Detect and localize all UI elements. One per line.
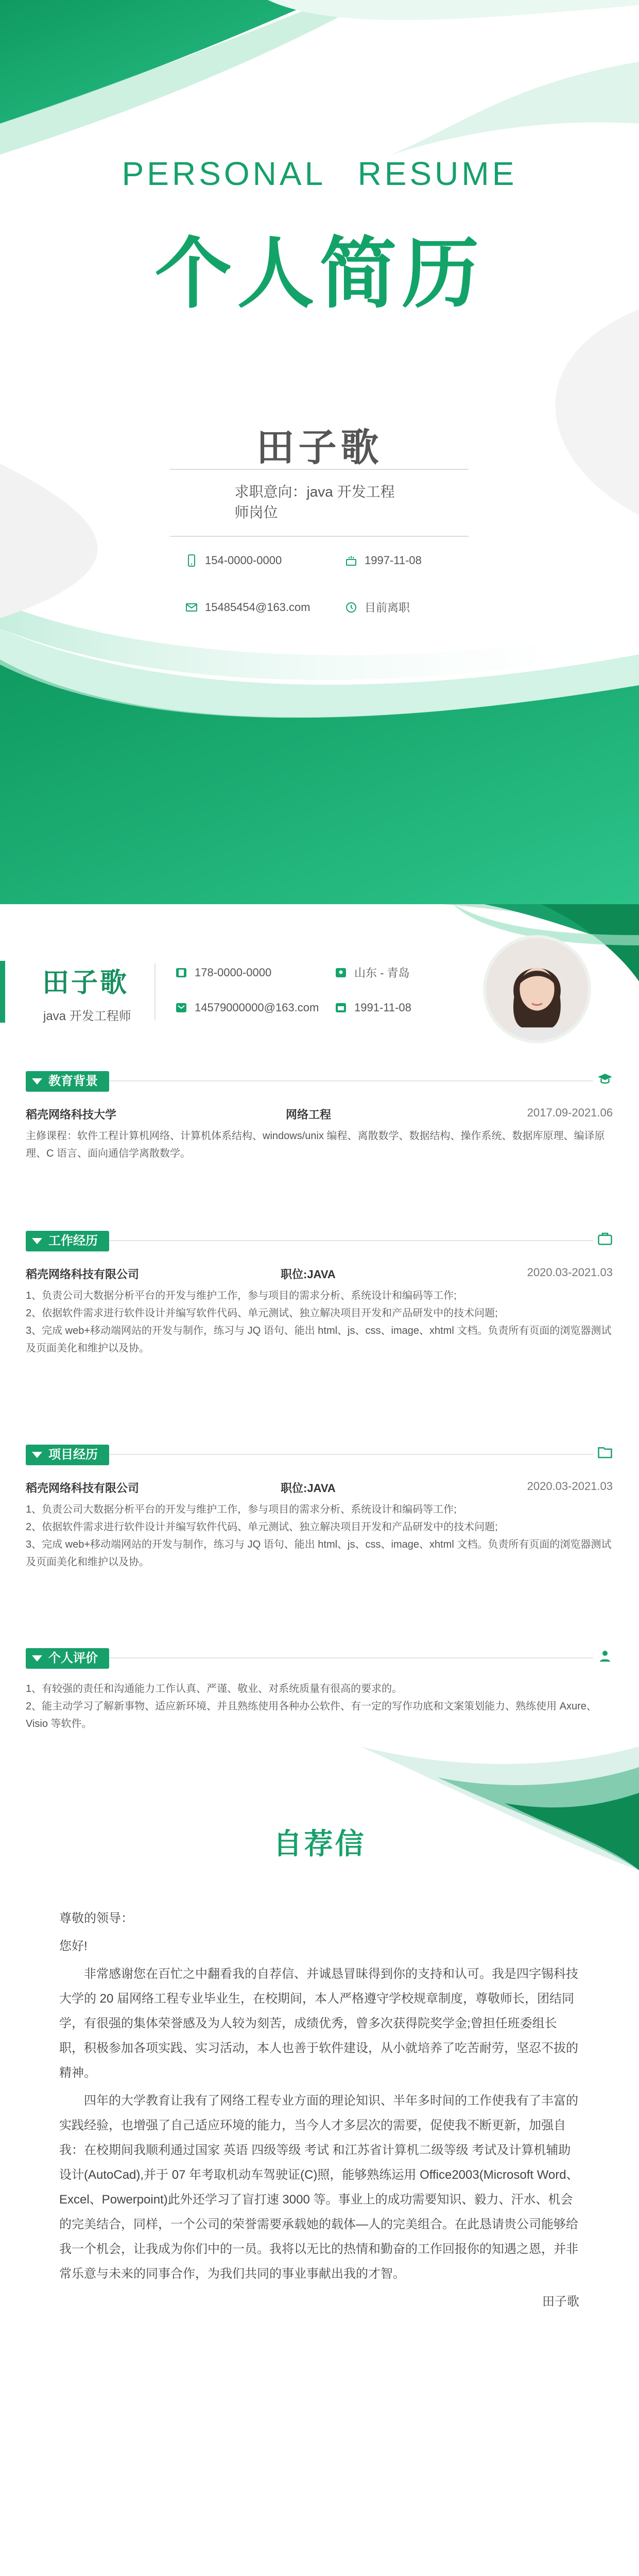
resume-phone bbox=[175, 964, 335, 980]
cover-title-cn: 个人简历 bbox=[154, 230, 485, 317]
self-item: 1、有较强的责任和沟通能力工作认真、严谨、敬业、对系统质量有很高的要求的。 bbox=[26, 1683, 403, 1694]
cover-intent bbox=[0, 482, 639, 523]
section-self-header bbox=[26, 1646, 613, 1671]
section-project-heading-text: 项目经历 bbox=[48, 1448, 98, 1462]
phone-icon bbox=[185, 554, 198, 567]
avatar bbox=[483, 935, 591, 1043]
work-company: 稻壳网络科技有限公司 bbox=[26, 1268, 140, 1281]
section-work-heading-text: 工作经历 bbox=[48, 1234, 98, 1248]
resume-location-text: 山东 - 青岛 bbox=[354, 967, 410, 979]
triangle-icon bbox=[32, 1452, 42, 1458]
graduation-cap-icon bbox=[593, 1071, 613, 1091]
resume-header-divider bbox=[154, 963, 156, 1020]
section-project-heading bbox=[26, 1445, 109, 1465]
work-item: 2、依据软件需求进行软件设计并编写软件代码、单元测试、独立解决项目开发和产品研发中的技术问题; bbox=[26, 1308, 498, 1319]
calendar-icon bbox=[335, 1002, 347, 1014]
status-icon bbox=[345, 601, 357, 614]
triangle-icon bbox=[32, 1655, 42, 1662]
section-education-heading bbox=[26, 1071, 109, 1092]
triangle-icon bbox=[32, 1238, 42, 1244]
education-row bbox=[26, 1106, 613, 1122]
cover-email bbox=[185, 599, 345, 615]
section-self-heading bbox=[26, 1648, 109, 1669]
cover-birth-text: 1997-11-08 bbox=[365, 554, 422, 567]
education-school: 稻壳网络科技大学 bbox=[26, 1108, 117, 1121]
education-desc: 主修课程：软件工程计算机网络、计算机体系结构、windows/unix 编程、离散数学、数据结构、操作系统、数据库原理、编译原理、C 语言、面向通信学离散数学。 bbox=[26, 1130, 605, 1159]
section-divider bbox=[26, 1080, 613, 1081]
phone-icon bbox=[175, 967, 187, 979]
cover-divider bbox=[170, 536, 469, 537]
cover-phone-text: 154-0000-0000 bbox=[205, 554, 282, 567]
letter-greeting: 尊敬的领导： bbox=[59, 1911, 133, 1925]
section-work-heading bbox=[26, 1231, 109, 1251]
education-major: 网络工程 bbox=[286, 1108, 332, 1121]
resume-birth-text: 1991-11-08 bbox=[354, 1001, 411, 1014]
section-education-header bbox=[26, 1069, 613, 1094]
section-divider bbox=[26, 1657, 613, 1658]
work-item: 1、负责公司大数据分析平台的开发与维护工作，参与项目的需求分析、系统设计和编码等工作; bbox=[26, 1290, 457, 1301]
work-row bbox=[26, 1266, 613, 1282]
project-position: 职位:JAVA bbox=[281, 1482, 336, 1495]
education-date: 2017.09-2021.06 bbox=[527, 1106, 613, 1119]
email-icon bbox=[175, 1002, 187, 1014]
work-position: 职位:JAVA bbox=[281, 1268, 336, 1281]
resume-name: 田子歌 bbox=[42, 968, 129, 998]
cover-intent-text: 求职意向：java 开发工程师岗位 bbox=[234, 484, 395, 520]
birthday-icon bbox=[345, 554, 357, 567]
letter-paragraph: 非常感谢您在百忙之中翻看我的自荐信、并诚恳冒昧得到你的支持和认可。我是四字锡科技大学的 20 届网络工程专业毕业生，在校期间，本人严格遵守学校规章制度，尊敬师长，团结同学，有很强的集体荣誉感及为人较为刻苦，成绩优秀，曾多次获得院奖学金;曾担任班委组长职，积极参加各项实践、实习活动，本人也善于软件建设，从小就培养了吃苦耐劳，坚忍不拔的精神。 bbox=[59, 1967, 578, 2080]
letter-paragraph: 四年的大学教育让我有了网络工程专业方面的理论知识、半年多时间的工作使我有了丰富的实践经验，也增强了自己适应环境的能力，当今人才多层次的需要，促使我不断更新，加强自我：在校期间我顺利通过国家 英语 四级等级 考试 和江苏省计算机二级等级 考试及计算机辅助设计(AutoCad),并于 07 年考取机动车驾驶证(C)照，能够熟练运用 Office2003(Microsoft Word、Excel、Powerpoint)此外还学习了盲打速 3000 等。事业上的成功需要知识、毅力、汗水、机会的完美结合，同样，一个公司的荣誉需要承载她的载体—人的完美组合。在此恳请贵公司能够给我一个机会，让我成为你们中的一员。我将以无比的热情和勤奋的工作回报你的知遇之恩，并非常乐意与未来的同事合作，为我们共同的事业事献出我的才智。 bbox=[59, 2094, 579, 2281]
self-item: 2、能主动学习了解新事物、适应新环境、并且熟练使用各种办公软件、有一定的写作功底和文案策划能力、熟练使用 Axure、Visio 等软件。 bbox=[26, 1701, 597, 1730]
project-item: 2、依据软件需求进行软件设计并编写软件代码、单元测试、独立解决项目开发和产品研发中的技术问题; bbox=[26, 1521, 498, 1533]
user-icon bbox=[593, 1648, 613, 1668]
project-row bbox=[26, 1480, 613, 1496]
section-divider bbox=[26, 1240, 613, 1241]
cover-birth bbox=[345, 554, 474, 567]
work-item: 3、完成 web+移动端网站的开发与制作，练习与 JQ 语句、能出 html、js、css、image、xhtml 文档。负责所有页面的浏览器测试及页面美化和维护以及协。 bbox=[26, 1325, 612, 1354]
project-items bbox=[26, 1501, 613, 1571]
resume-phone-text: 178-0000-0000 bbox=[195, 965, 272, 979]
project-company: 稻壳网络科技有限公司 bbox=[26, 1482, 140, 1495]
section-project bbox=[26, 1443, 613, 1571]
section-project-header bbox=[26, 1443, 613, 1467]
briefcase-icon bbox=[593, 1231, 613, 1250]
resume-title: java 开发工程师 bbox=[43, 1009, 131, 1023]
resume-contact-grid bbox=[175, 964, 448, 1014]
section-work bbox=[26, 1229, 613, 1357]
work-items bbox=[26, 1287, 613, 1357]
cover-phone bbox=[185, 554, 345, 567]
cover-contact-grid bbox=[185, 554, 474, 615]
project-date: 2020.03-2021.03 bbox=[527, 1480, 613, 1493]
triangle-icon bbox=[32, 1078, 42, 1084]
section-self-heading-text: 个人评价 bbox=[48, 1651, 98, 1665]
cover-page bbox=[0, 0, 639, 904]
letter-hello: 您好! bbox=[59, 1939, 88, 1953]
work-date: 2020.03-2021.03 bbox=[527, 1266, 613, 1279]
cover-name: 田子歌 bbox=[256, 426, 383, 469]
section-work-header bbox=[26, 1229, 613, 1253]
cover-divider bbox=[170, 469, 469, 470]
resume-birth bbox=[335, 1001, 448, 1014]
section-divider bbox=[26, 1454, 613, 1455]
folder-icon bbox=[593, 1445, 613, 1464]
project-item: 1、负责公司大数据分析平台的开发与维护工作，参与项目的需求分析、系统设计和编码等工作; bbox=[26, 1504, 457, 1515]
letter-body bbox=[59, 1906, 579, 2317]
resume-email bbox=[175, 1001, 335, 1014]
letter-title: 自荐信 bbox=[273, 1827, 366, 1860]
avatar-portrait-icon bbox=[486, 938, 588, 1040]
project-item: 3、完成 web+移动端网站的开发与制作，练习与 JQ 语句、能出 html、js、css、image、xhtml 文档。负责所有页面的浏览器测试及页面美化和维护以及协。 bbox=[26, 1539, 612, 1568]
section-education bbox=[26, 1069, 613, 1162]
resume-email-text: 14579000000@163.com bbox=[195, 1001, 319, 1014]
section-education-heading-text: 教育背景 bbox=[48, 1074, 98, 1088]
cover-title-en: PERSONAL RESUME bbox=[122, 155, 517, 192]
cover-status bbox=[345, 599, 474, 615]
letter-signature: 田子歌 bbox=[542, 2295, 579, 2309]
cover-email-text: 15485454@163.com bbox=[205, 600, 310, 614]
location-icon bbox=[335, 967, 347, 979]
cover-status-text: 目前离职 bbox=[365, 601, 410, 614]
email-icon bbox=[185, 601, 198, 614]
resume-location bbox=[335, 964, 448, 980]
